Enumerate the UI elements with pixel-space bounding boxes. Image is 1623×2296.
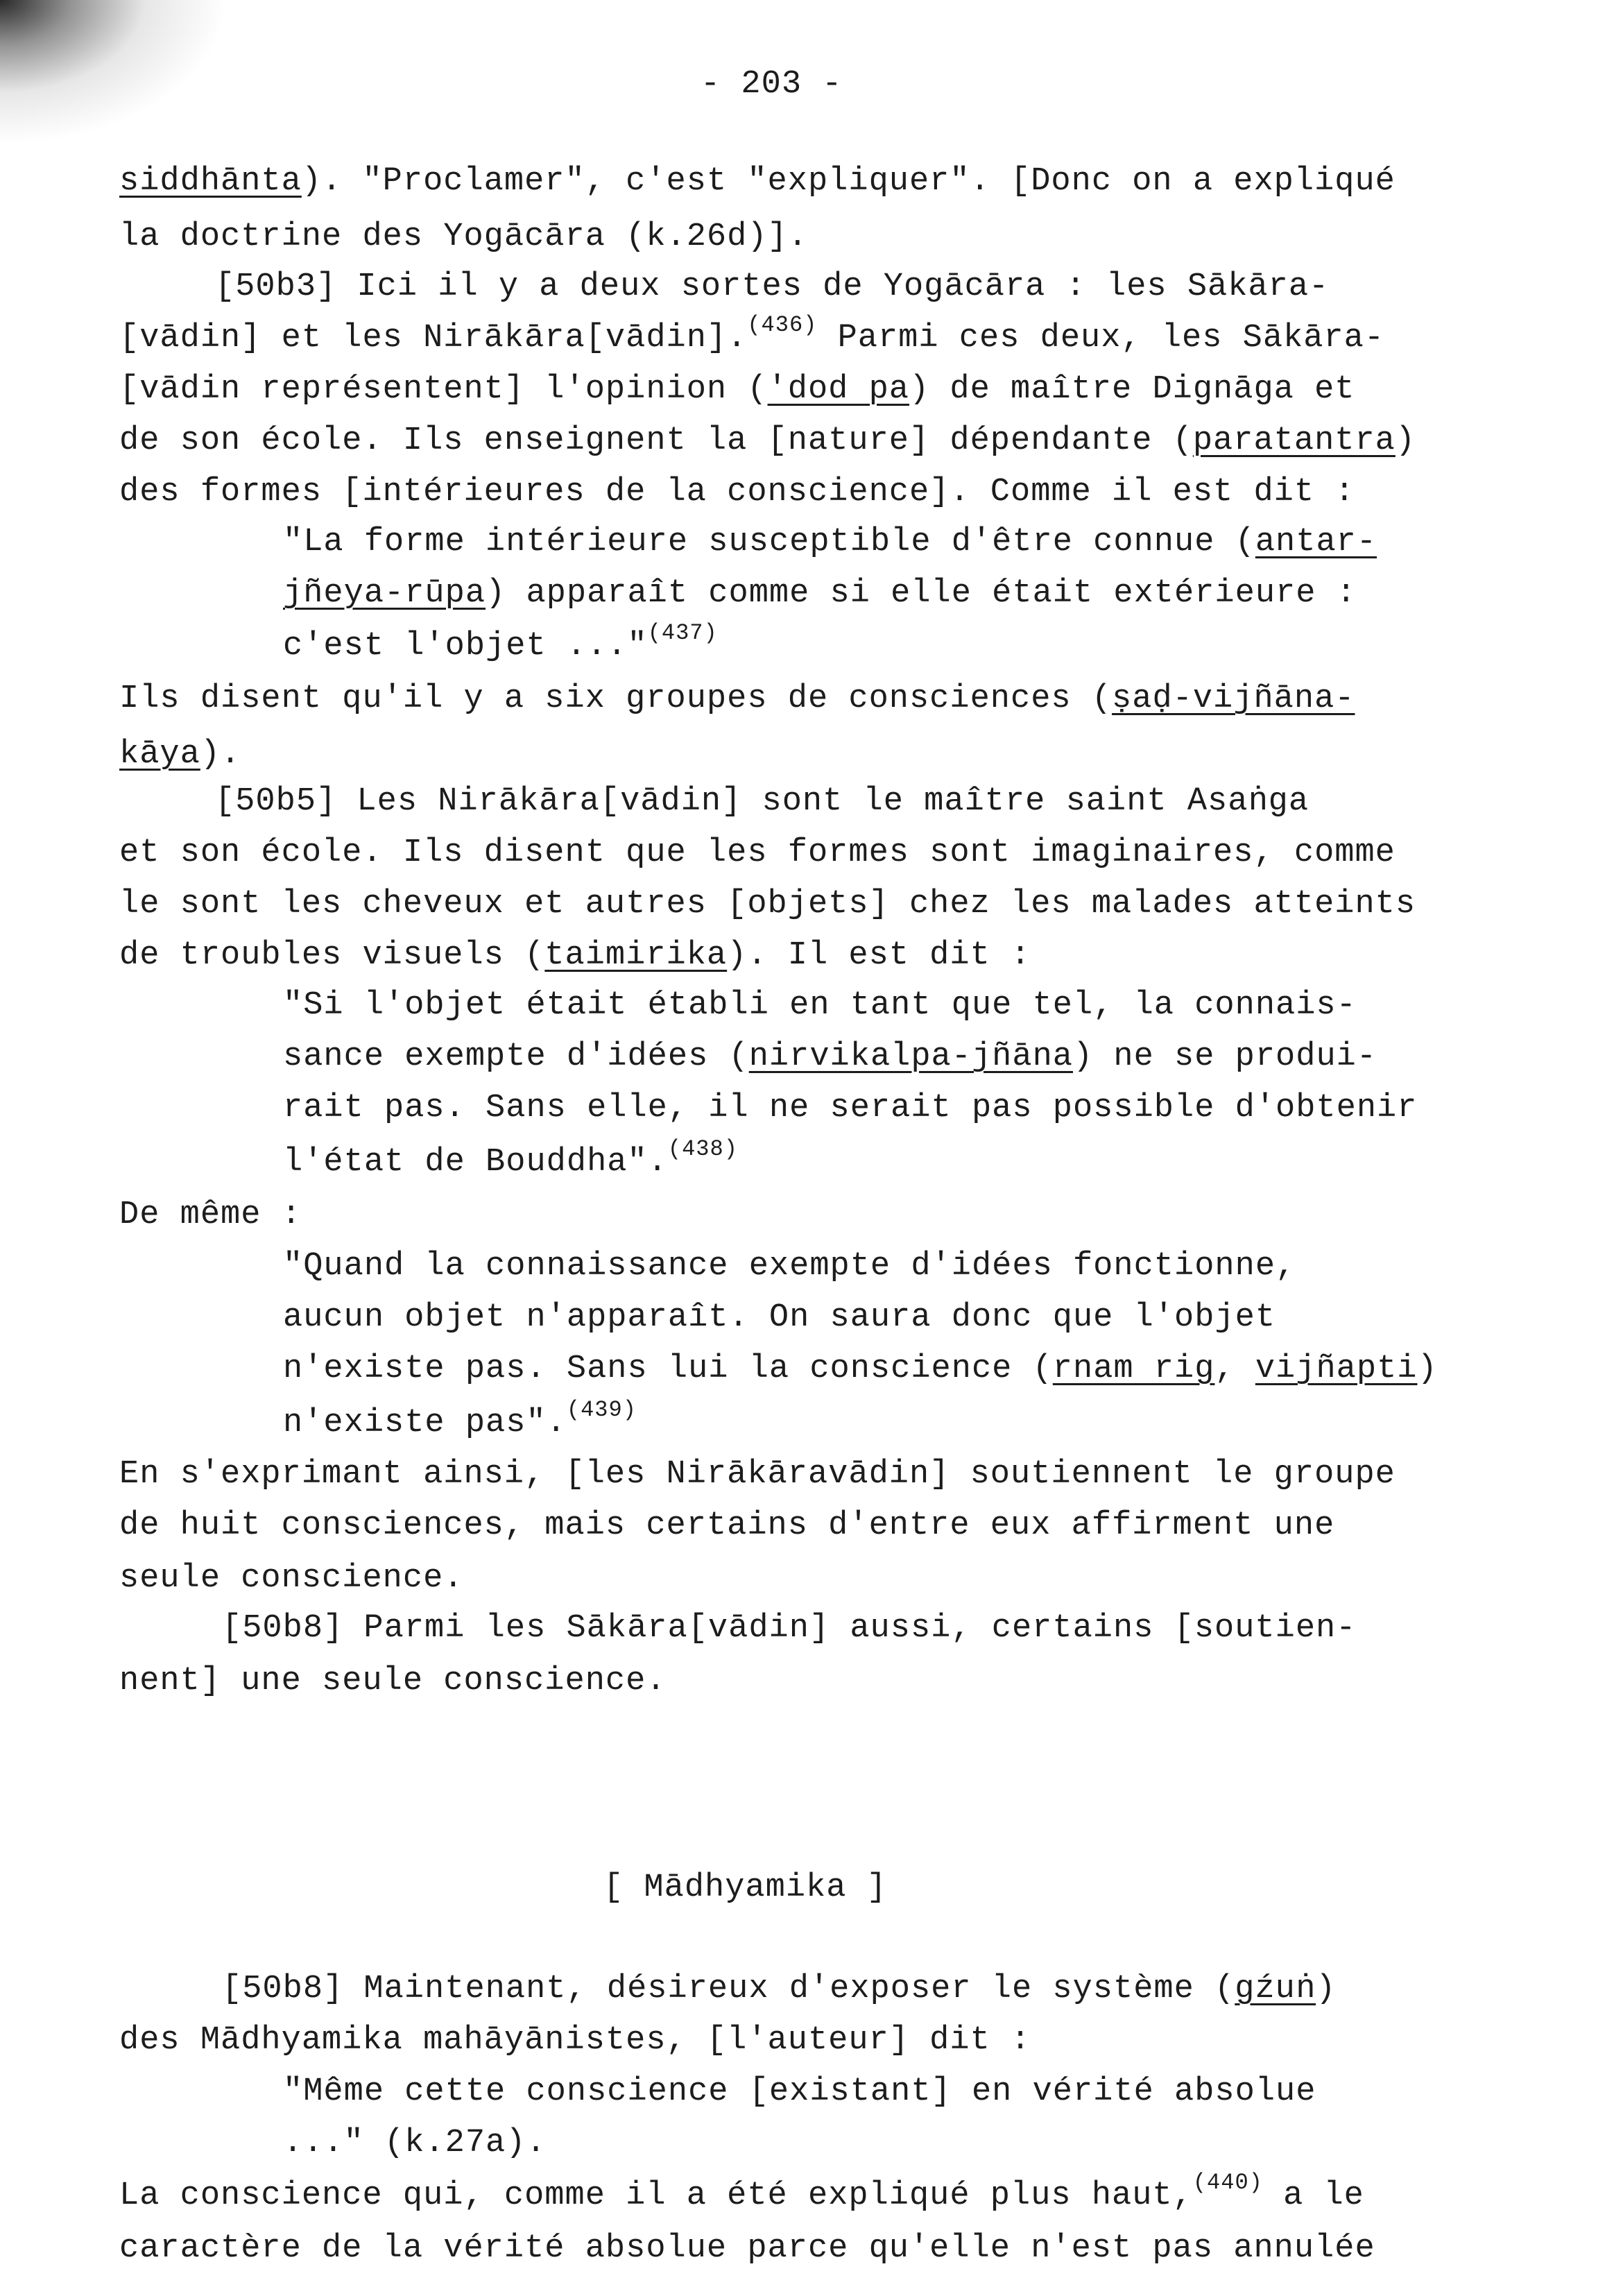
quote-line bbox=[283, 1348, 1438, 1390]
text: de huit consciences, mais certains d'entre eux affirment une bbox=[119, 1507, 1335, 1544]
quote-line bbox=[283, 522, 1377, 563]
sanskrit-term: paratantra bbox=[1192, 422, 1396, 459]
text-line bbox=[222, 1969, 1336, 2010]
text: c'est l'objet ..." bbox=[283, 628, 648, 665]
text: aucun objet n'apparaît. On saura donc que l'objet bbox=[283, 1299, 1276, 1336]
tibetan-term: 'dod pa bbox=[767, 371, 909, 408]
text: ..." (k.27a). bbox=[283, 2125, 547, 2161]
text-line bbox=[119, 1454, 1396, 1496]
quote-line bbox=[283, 573, 1357, 615]
footnote-number: 436 bbox=[761, 312, 804, 338]
quote-line bbox=[283, 985, 1357, 1027]
quote-line bbox=[283, 2123, 547, 2164]
page-number: - 203 - bbox=[701, 66, 843, 103]
footnote-ref: (436) bbox=[747, 312, 818, 338]
text: ) bbox=[1316, 1971, 1337, 2007]
text: n'existe pas". bbox=[283, 1405, 567, 1441]
footnote-ref: (440) bbox=[1192, 2170, 1263, 2195]
text-line bbox=[119, 1558, 463, 1600]
text-line bbox=[119, 1194, 302, 1236]
sanskrit-term: antar- bbox=[1255, 524, 1377, 560]
text-line bbox=[119, 935, 1031, 977]
text: "Même cette conscience [existant] en vérité absolue bbox=[283, 2073, 1316, 2110]
footnote-ref: (437) bbox=[647, 620, 718, 646]
quote-line bbox=[283, 1136, 738, 1183]
footnote-number: 438 bbox=[682, 1136, 724, 1162]
tibetan-term: rnam rig bbox=[1052, 1351, 1215, 1387]
text: ) bbox=[1395, 422, 1416, 459]
text: nent] une seule conscience. bbox=[119, 1663, 667, 1699]
text-line bbox=[119, 678, 1355, 720]
text-line bbox=[215, 266, 1329, 308]
footnote-number: 440 bbox=[1207, 2170, 1249, 2195]
text-line bbox=[119, 161, 1396, 203]
text: Ils disent qu'il y a six groupes de consciences ( bbox=[119, 680, 1113, 717]
text: [50b5] Les Nirākāra[vādin] sont le maître saint Asaṅga bbox=[215, 783, 1309, 820]
text: a le bbox=[1262, 2177, 1364, 2214]
text: "Si l'objet était établi en tant que tel, la connais- bbox=[283, 987, 1357, 1024]
text-line bbox=[119, 734, 241, 776]
text: ) de maître Dignāga et bbox=[909, 371, 1355, 408]
text: [vādin représentent] l'opinion ( bbox=[119, 371, 768, 408]
text: ). "Proclamer", c'est "expliquer". [Donc on a expliqué bbox=[301, 163, 1396, 200]
text: ). bbox=[200, 736, 241, 773]
quote-line bbox=[283, 1246, 1296, 1287]
text: "Quand la connaissance exempte d'idées fonctionne, bbox=[283, 1248, 1296, 1285]
text-line bbox=[119, 472, 1355, 513]
quote-line bbox=[283, 2071, 1316, 2113]
text: l'état de Bouddha". bbox=[283, 1144, 668, 1181]
text-line bbox=[119, 369, 1355, 411]
text: sance exempte d'idées ( bbox=[283, 1038, 749, 1075]
text: la doctrine des Yogācāra (k.26d)]. bbox=[119, 219, 808, 255]
text: [50b8] Maintenant, désireux d'exposer le système ( bbox=[222, 1971, 1235, 2007]
text: ) bbox=[1417, 1351, 1438, 1387]
text: seule conscience. bbox=[119, 1560, 464, 1597]
section-heading: [ Mādhyamika ] bbox=[603, 1869, 887, 1906]
quote-line bbox=[283, 620, 718, 667]
text-line bbox=[119, 216, 808, 258]
quote-line bbox=[283, 1088, 1417, 1129]
tibetan-term: gźuṅ bbox=[1235, 1971, 1316, 2007]
footnote-ref: (439) bbox=[566, 1397, 637, 1423]
text: caractère de la vérité absolue parce qu'elle n'est pas annulée bbox=[119, 2230, 1375, 2267]
text: En s'exprimant ainsi, [les Nirākāravādin] soutiennent le groupe bbox=[119, 1456, 1396, 1493]
text: [50b3] Ici il y a deux sortes de Yogācāra : les Sākāra- bbox=[215, 268, 1330, 305]
text-line bbox=[215, 781, 1309, 823]
footnote-number: 439 bbox=[581, 1397, 623, 1423]
text-line bbox=[119, 884, 1416, 925]
text-line bbox=[119, 832, 1396, 874]
text: et son école. Ils disent que les formes sont imaginaires, comme bbox=[119, 834, 1396, 871]
quote-line bbox=[283, 1397, 637, 1444]
sanskrit-term: ṣaḍ-vijñāna- bbox=[1112, 680, 1355, 717]
text: des Mādhyamika mahāyānistes, [l'auteur] dit : bbox=[119, 2022, 1031, 2059]
text: "La forme intérieure susceptible d'être connue ( bbox=[283, 524, 1255, 560]
text: [50b8] Parmi les Sākāra[vādin] aussi, certains [soutien- bbox=[222, 1610, 1357, 1647]
sanskrit-term: kāya bbox=[119, 736, 200, 773]
quote-line bbox=[283, 1297, 1276, 1339]
text-line bbox=[119, 1661, 667, 1702]
text-line bbox=[119, 420, 1416, 462]
sanskrit-term: taimirika bbox=[544, 937, 728, 974]
footnote-ref: (438) bbox=[667, 1136, 738, 1162]
text: des formes [intérieures de la conscience]. Comme il est dit : bbox=[119, 474, 1355, 511]
text: , bbox=[1214, 1351, 1255, 1387]
text: le sont les cheveux et autres [objets] chez les malades atteints bbox=[119, 886, 1416, 923]
sanskrit-term: jñeya-rūpa bbox=[283, 575, 486, 612]
text-line bbox=[119, 2170, 1364, 2217]
text: De même : bbox=[119, 1197, 302, 1233]
text: rait pas. Sans elle, il ne serait pas possible d'obtenir bbox=[283, 1090, 1418, 1126]
text: de troubles visuels ( bbox=[119, 937, 545, 974]
text: de son école. Ils enseignent la [nature] dépendante ( bbox=[119, 422, 1193, 459]
text-line bbox=[222, 1608, 1356, 1650]
text-line bbox=[119, 2228, 1375, 2270]
text: ) ne se produi- bbox=[1073, 1038, 1377, 1075]
sanskrit-term: nirvikalpa-jñāna bbox=[748, 1038, 1073, 1075]
text-line bbox=[119, 312, 1385, 359]
text: n'existe pas. Sans lui la conscience ( bbox=[283, 1351, 1053, 1387]
footnote-number: 437 bbox=[661, 620, 704, 646]
text-line bbox=[119, 1505, 1334, 1547]
text: [vādin] et les Nirākāra[vādin]. bbox=[119, 320, 748, 357]
text-line bbox=[119, 2020, 1031, 2062]
sanskrit-term: siddhānta bbox=[119, 163, 302, 200]
text: Parmi ces deux, les Sākāra- bbox=[817, 320, 1385, 357]
quote-line bbox=[283, 1036, 1377, 1078]
text: La conscience qui, comme il a été expliqué plus haut, bbox=[119, 2177, 1193, 2214]
text: ). Il est dit : bbox=[727, 937, 1031, 974]
sanskrit-term: vijñapti bbox=[1255, 1351, 1418, 1387]
text: ) apparaît comme si elle était extérieure : bbox=[486, 575, 1357, 612]
